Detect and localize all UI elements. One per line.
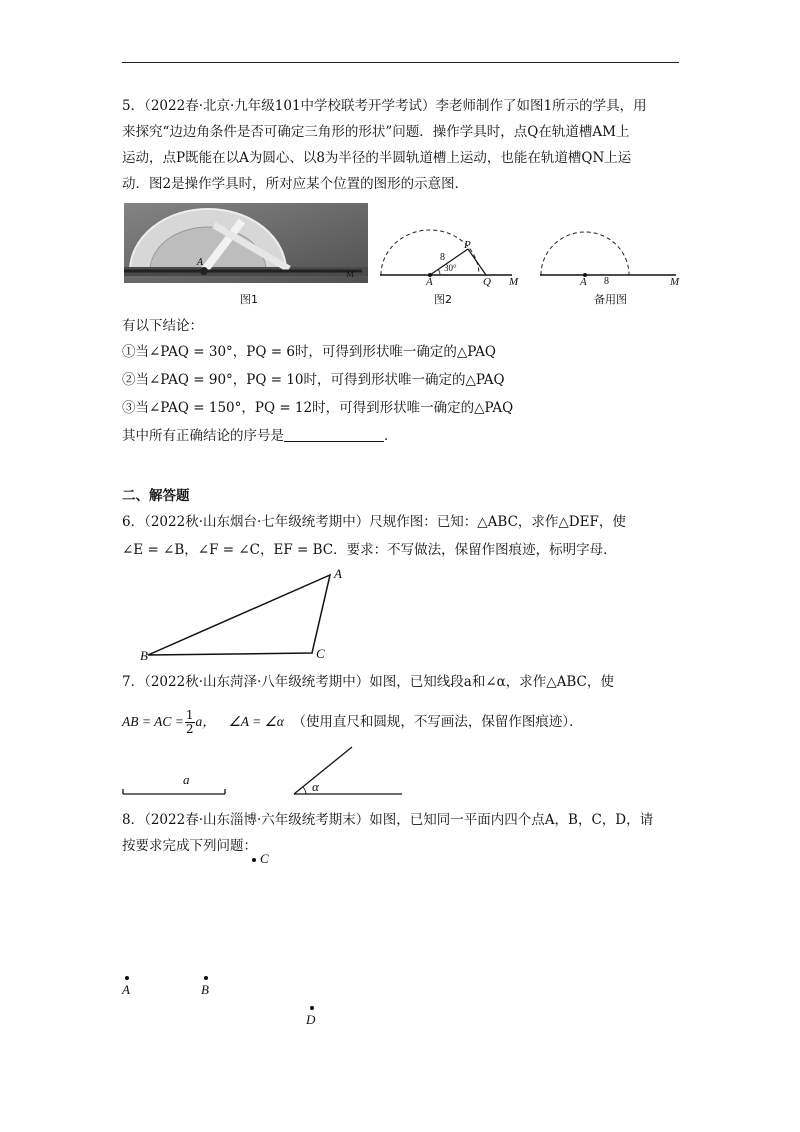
q5-line-4: 动．图2是操作学具时，所对应某个位置的图形的示意图． bbox=[122, 176, 469, 192]
q5-line-2: 来探究“边边角条件是否可确定三角形的形状”问题．操作学具时，点Q在轨道槽AM上 bbox=[122, 124, 630, 140]
fig2-label-p: P bbox=[464, 239, 471, 251]
q5-conclusion-3: ③当∠PAQ = 150°，PQ = 12时，可得到形状唯一确定的△PAQ bbox=[122, 400, 514, 416]
fig3-label-length: 8 bbox=[604, 276, 609, 287]
fig3-label-m: M bbox=[670, 276, 680, 288]
q7-line-1: 7．（2022秋·山东菏泽·八年级统考期中）如图，已知线段a和∠α，求作△ABC，使 bbox=[122, 674, 614, 690]
fig2-label-m: M bbox=[509, 276, 519, 288]
q6-label-c: C bbox=[316, 646, 325, 661]
fig2-label-a: A bbox=[426, 276, 433, 288]
figure-3-caption: 备用图 bbox=[594, 293, 627, 306]
q6-label-b: B bbox=[140, 648, 148, 663]
svg-text:A: A bbox=[197, 258, 204, 268]
q7-line-2-rest: （使用直尺和圆规，不写画法，保留作图痕迹）． bbox=[292, 714, 583, 730]
q5-answer-end: ． bbox=[384, 428, 398, 444]
fig3-label-a: A bbox=[580, 276, 587, 288]
q8-line-2: 按要求完成下列问题： bbox=[122, 838, 257, 854]
q7-segment-label: a bbox=[183, 772, 190, 787]
q7-eq-a: a， bbox=[195, 714, 216, 729]
q5-conclusions-intro: 有以下结论： bbox=[122, 318, 203, 334]
q7-fraction: $\frac{1}{2}$ bbox=[185, 708, 194, 736]
fig2-label-q: Q bbox=[483, 276, 491, 288]
fig2-label-length: 8 bbox=[440, 252, 445, 263]
q5-line-1: 5．（2022春·北京·九年级101中学校联考开学考试）李老师制作了如图1所示的学具，用 bbox=[122, 98, 647, 114]
q5-answer-prompt: 其中所有正确结论的序号是 bbox=[122, 428, 284, 444]
q6-line-1: 6．（2022秋·山东烟台·七年级统考期中）尺规作图：已知：△ABC，求作△DEF，使 bbox=[122, 514, 626, 530]
q8-point-d: D bbox=[306, 1012, 316, 1027]
q8-line-1: 8．（2022春·山东淄博·六年级统考期末）如图，已知同一平面内四个点A，B，C，D，请 bbox=[122, 812, 654, 828]
q5-line-3: 运动，点P既能在以A为圆心、以8为半径的半圆轨道槽上运动，也能在轨道槽QN上运 bbox=[122, 150, 632, 166]
figure-1-caption: 图1 bbox=[240, 293, 258, 306]
q7-angle-label: α bbox=[312, 779, 319, 794]
svg-text:M: M bbox=[346, 270, 355, 279]
figure-2-caption: 图2 bbox=[434, 293, 452, 306]
q6-line-2: ∠E = ∠B，∠F = ∠C，EF = BC．要求：不写做法，保留作图痕迹，标明字母． bbox=[122, 542, 617, 558]
q7-eq-left: AB = AC = bbox=[122, 714, 184, 729]
fig2-label-angle: 30° bbox=[444, 263, 457, 273]
q6-label-a: A bbox=[334, 566, 342, 581]
q5-conclusion-1: ①当∠PAQ = 30°，PQ = 6时，可得到形状唯一确定的△PAQ bbox=[122, 344, 496, 360]
q5-conclusion-2: ②当∠PAQ = 90°，PQ = 10时，可得到形状唯一确定的△PAQ bbox=[122, 372, 505, 388]
q8-point-a: A bbox=[122, 982, 130, 997]
q7-eq-angle: ∠A = ∠α bbox=[228, 714, 284, 729]
q8-point-c: C bbox=[260, 851, 269, 866]
section-heading: 二、解答题 bbox=[122, 488, 190, 504]
q8-point-b: B bbox=[201, 982, 209, 997]
